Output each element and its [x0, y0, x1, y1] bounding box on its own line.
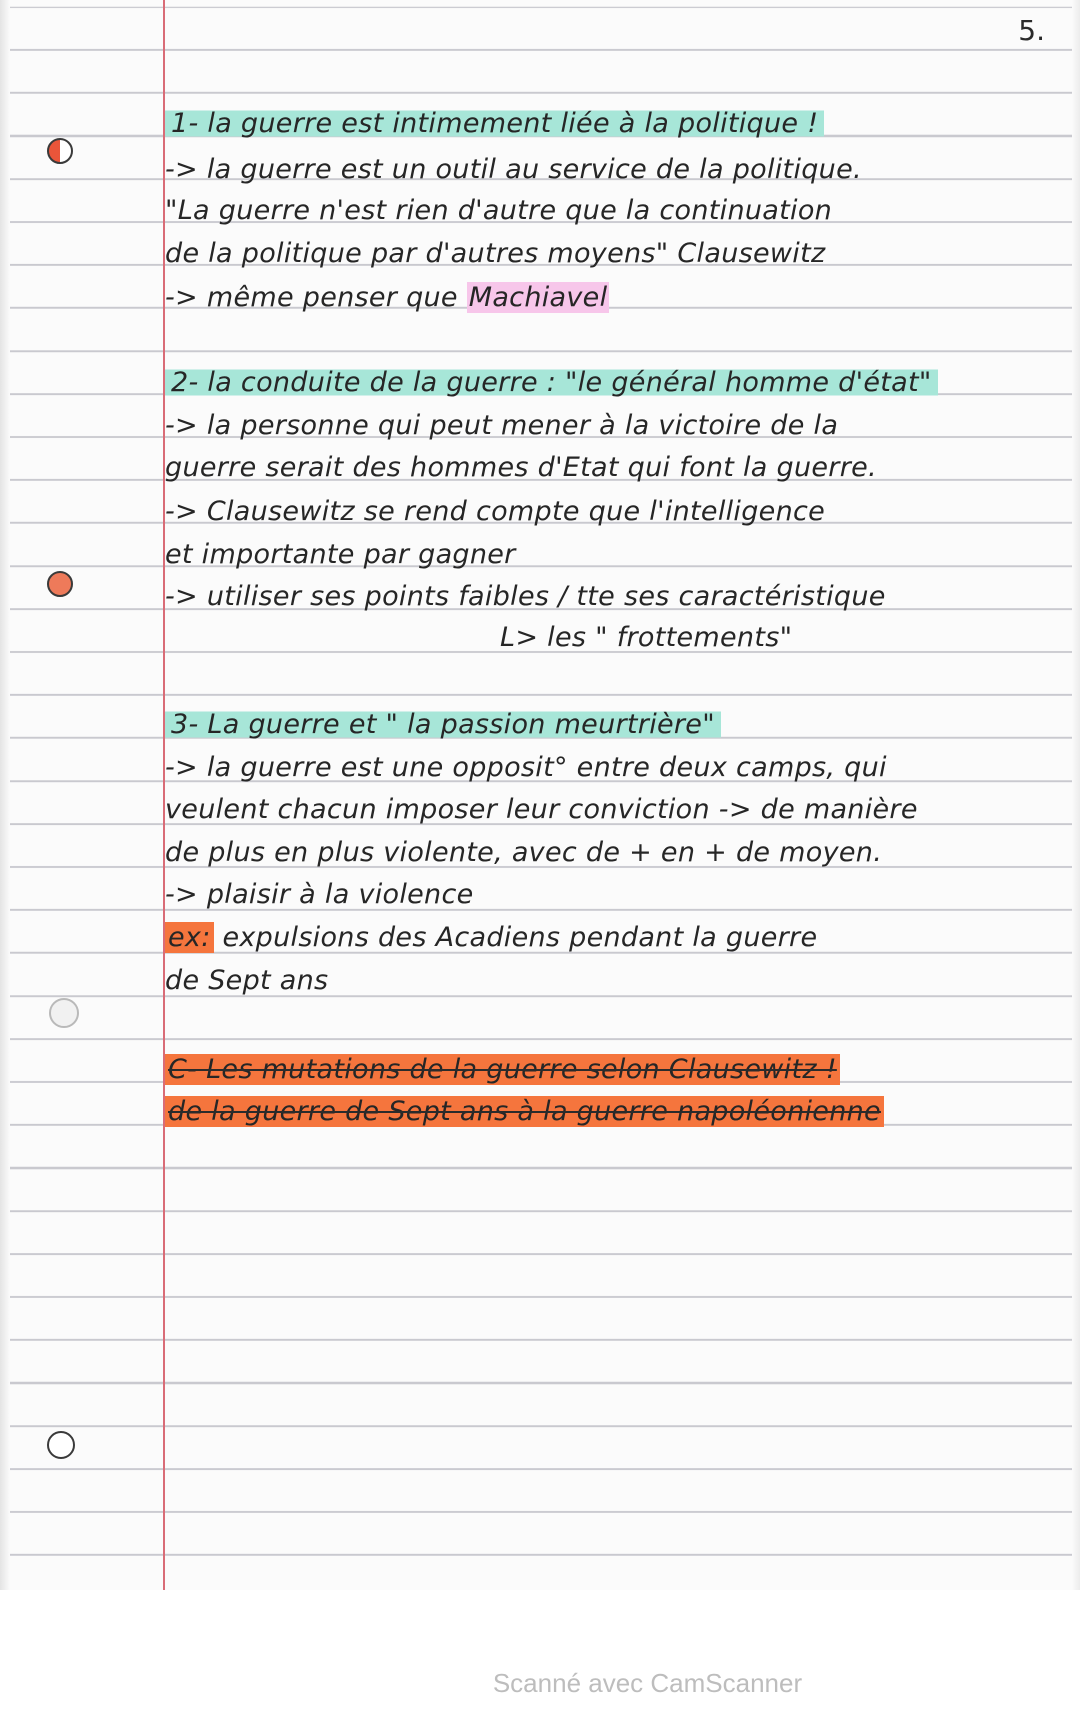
page-number: 5.	[1018, 14, 1045, 47]
sectionC-line2	[165, 1094, 884, 1130]
example-tag: ex:	[165, 922, 214, 953]
section3-line2: veulent chacun imposer leur conviction -> de manière	[165, 794, 918, 825]
section3-title	[165, 707, 721, 743]
sectionC-line1	[165, 1052, 840, 1088]
ink-circle-sticker-icon	[47, 1431, 75, 1459]
section1-line1: -> la guerre est un outil au service de la politique.	[165, 154, 862, 185]
section3-line4: -> plaisir à la violence	[165, 879, 474, 910]
section2-title-text: 2- la conduite de la guerre : "le général homme d'état"	[165, 367, 938, 398]
sectionC-subtitle-text: de la guerre de Sept ans à la guerre napoléonienne	[165, 1096, 884, 1127]
section1-title	[165, 106, 824, 142]
section2-line1: -> la personne qui peut mener à la victoire de la	[165, 410, 839, 441]
clausewitz-name: Clausewitz	[677, 238, 826, 269]
section2-title	[165, 365, 938, 401]
section3-line5-text: expulsions des Acadiens pendant la guerre	[213, 922, 818, 953]
half-circle-sticker-icon	[47, 138, 73, 164]
section1-line4	[165, 280, 609, 316]
section1-line4-text: -> même penser que	[165, 282, 467, 313]
section3-line3: de plus en plus violente, avec de + en + de moyen.	[165, 837, 883, 868]
section2-line5: -> utiliser ses points faibles / tte ses caractéristique	[165, 581, 886, 612]
machiavel-name: Machiavel	[468, 282, 608, 313]
section3-line5	[165, 920, 817, 956]
section2-line6: L> les " frottements"	[500, 622, 793, 653]
section1-line2: "La guerre n'est rien d'autre que la continuation	[165, 195, 833, 226]
sectionC-title-text: C- Les mutations de la guerre selon Clausewitz !	[165, 1054, 840, 1085]
section2-line2: guerre serait des hommes d'Etat qui font la guerre.	[165, 452, 877, 483]
section2-line4: et importante par gagner	[165, 539, 516, 570]
section3-line1: -> la guerre est une opposit° entre deux camps, qui	[165, 752, 887, 783]
section1-line3	[165, 236, 825, 272]
section1-title-text: 1- la guerre est intimement liée à la politique !	[165, 108, 824, 139]
faded-circle-sticker-icon	[49, 998, 79, 1028]
scanner-watermark: Scanné avec CamScanner	[492, 1668, 803, 1698]
full-circle-sticker-icon	[47, 571, 73, 597]
section3-line6: de Sept ans	[165, 965, 329, 996]
page-edge-right	[1072, 0, 1080, 1590]
section2-line3: -> Clausewitz se rend compte que l'intelligence	[165, 496, 826, 527]
page-edge-left	[0, 0, 10, 1590]
section3-title-text: 3- La guerre et " la passion meurtrière"	[165, 709, 721, 740]
section1-line3-quote: de la politique par d'autres moyens"	[165, 238, 678, 269]
